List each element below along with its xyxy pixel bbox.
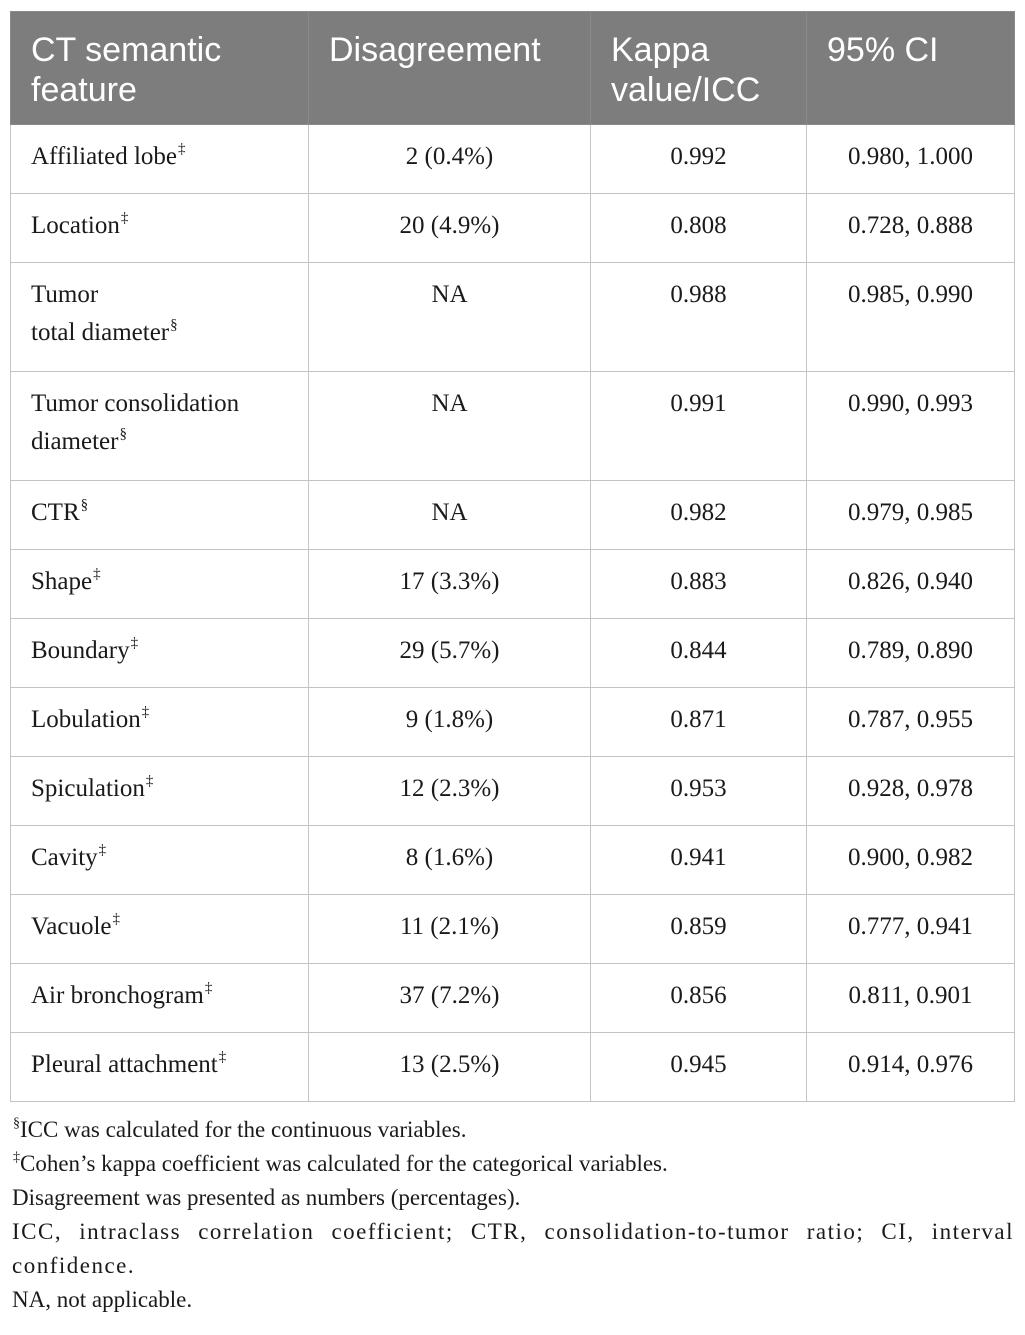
feature-cell xyxy=(11,125,309,194)
kappa-cell: 0.808 xyxy=(591,194,807,263)
feature-cell xyxy=(11,826,309,895)
table-row xyxy=(11,481,1015,550)
footnote-marker: § xyxy=(13,1116,20,1131)
footnote-icc xyxy=(12,1113,1014,1147)
table-footnotes xyxy=(12,1113,1014,1317)
feature-label: Spiculation xyxy=(31,775,145,802)
feature-label: Air bronchogram xyxy=(31,982,204,1009)
footnote-text: ICC was calculated for the continuous variables. xyxy=(20,1117,467,1142)
table-row xyxy=(11,1033,1015,1102)
feature-label: diameter xyxy=(31,428,119,455)
feature-cell xyxy=(11,263,309,372)
feature-label: Lobulation xyxy=(31,706,141,733)
ci-cell: 0.789, 0.890 xyxy=(807,619,1015,688)
disagreement-cell: 9 (1.8%) xyxy=(309,688,591,757)
kappa-cell: 0.991 xyxy=(591,372,807,481)
table-row xyxy=(11,550,1015,619)
kappa-cell: 0.992 xyxy=(591,125,807,194)
reliability-table xyxy=(10,11,1015,1102)
footnote-marker: § xyxy=(170,317,178,333)
feature-label: total diameter xyxy=(31,319,170,346)
footnote-na: NA, not applicable. xyxy=(12,1287,193,1312)
ci-cell: 0.811, 0.901 xyxy=(807,964,1015,1033)
feature-label: Boundary xyxy=(31,637,130,664)
footnote-marker: ‡ xyxy=(130,635,139,651)
disagreement-cell: NA xyxy=(309,372,591,481)
ci-cell: 0.787, 0.955 xyxy=(807,688,1015,757)
feature-label: Cavity xyxy=(31,844,98,871)
header-disagreement: Disagreement xyxy=(309,12,591,125)
ci-cell: 0.900, 0.982 xyxy=(807,826,1015,895)
disagreement-cell: 2 (0.4%) xyxy=(309,125,591,194)
header-feature: CT semantic feature xyxy=(11,12,309,125)
header-row xyxy=(11,12,1015,125)
feature-cell xyxy=(11,1033,309,1102)
ci-cell: 0.980, 1.000 xyxy=(807,125,1015,194)
disagreement-cell: 13 (2.5%) xyxy=(309,1033,591,1102)
ci-cell: 0.990, 0.993 xyxy=(807,372,1015,481)
header-ci: 95% CI xyxy=(807,12,1015,125)
disagreement-cell: 20 (4.9%) xyxy=(309,194,591,263)
disagreement-cell: 12 (2.3%) xyxy=(309,757,591,826)
feature-cell xyxy=(11,481,309,550)
disagreement-cell: 29 (5.7%) xyxy=(309,619,591,688)
kappa-cell: 0.883 xyxy=(591,550,807,619)
footnote-marker: ‡ xyxy=(178,141,186,157)
footnote-marker: § xyxy=(119,426,127,442)
kappa-cell: 0.941 xyxy=(591,826,807,895)
ci-cell: 0.777, 0.941 xyxy=(807,895,1015,964)
footnote-marker: ‡ xyxy=(218,1049,227,1065)
kappa-cell: 0.871 xyxy=(591,688,807,757)
footnote-abbreviations: ICC, intraclass correlation coefficient; CTR, consolidation-to-tumor ratio; CI, interval confidence. xyxy=(12,1219,1014,1278)
feature-label: Pleural attachment xyxy=(31,1051,218,1078)
kappa-cell: 0.953 xyxy=(591,757,807,826)
table-row xyxy=(11,757,1015,826)
kappa-cell: 0.988 xyxy=(591,263,807,372)
footnote-text: Cohen’s kappa coefficient was calculated for the categorical variables. xyxy=(20,1151,668,1176)
feature-label: Shape xyxy=(31,568,93,595)
feature-label: Affiliated lobe xyxy=(31,143,178,170)
feature-cell xyxy=(11,372,309,481)
disagreement-cell: 8 (1.6%) xyxy=(309,826,591,895)
table-row xyxy=(11,964,1015,1033)
feature-label: Location xyxy=(31,212,120,239)
footnote-marker: ‡ xyxy=(145,773,154,789)
ci-cell: 0.985, 0.990 xyxy=(807,263,1015,372)
footnote-marker: ‡ xyxy=(120,210,129,226)
kappa-cell: 0.856 xyxy=(591,964,807,1033)
table-row xyxy=(11,263,1015,372)
table-row xyxy=(11,826,1015,895)
feature-label: Vacuole xyxy=(31,913,112,940)
footnote-marker: § xyxy=(80,497,89,513)
table-row xyxy=(11,372,1015,481)
disagreement-cell: NA xyxy=(309,263,591,372)
feature-label: CTR xyxy=(31,499,80,526)
feature-cell xyxy=(11,964,309,1033)
footnote-marker: ‡ xyxy=(93,566,101,582)
header-kappa: Kappa value/ICC xyxy=(591,12,807,125)
disagreement-cell: 17 (3.3%) xyxy=(309,550,591,619)
table-row xyxy=(11,194,1015,263)
kappa-cell: 0.859 xyxy=(591,895,807,964)
feature-cell xyxy=(11,895,309,964)
disagreement-cell: 37 (7.2%) xyxy=(309,964,591,1033)
footnote-marker: ‡ xyxy=(204,980,213,996)
footnote-marker: ‡ xyxy=(112,911,121,927)
table-container xyxy=(10,11,1014,1102)
footnote-marker: ‡ xyxy=(13,1150,20,1165)
disagreement-cell: NA xyxy=(309,481,591,550)
table-row xyxy=(11,125,1015,194)
disagreement-cell: 11 (2.1%) xyxy=(309,895,591,964)
feature-label-line1: Tumor consolidation xyxy=(31,390,240,417)
kappa-cell: 0.945 xyxy=(591,1033,807,1102)
table-row xyxy=(11,619,1015,688)
feature-cell xyxy=(11,194,309,263)
kappa-cell: 0.982 xyxy=(591,481,807,550)
table-row xyxy=(11,688,1015,757)
footnote-kappa xyxy=(12,1147,1014,1181)
ci-cell: 0.826, 0.940 xyxy=(807,550,1015,619)
ci-cell: 0.728, 0.888 xyxy=(807,194,1015,263)
ci-cell: 0.979, 0.985 xyxy=(807,481,1015,550)
table-row xyxy=(11,895,1015,964)
feature-cell xyxy=(11,757,309,826)
ci-cell: 0.928, 0.978 xyxy=(807,757,1015,826)
ci-cell: 0.914, 0.976 xyxy=(807,1033,1015,1102)
footnote-marker: ‡ xyxy=(98,842,107,858)
feature-cell xyxy=(11,688,309,757)
feature-cell xyxy=(11,619,309,688)
footnote-marker: ‡ xyxy=(141,704,150,720)
footnote-disagreement: Disagreement was presented as numbers (percentages). xyxy=(12,1185,521,1210)
kappa-cell: 0.844 xyxy=(591,619,807,688)
feature-cell xyxy=(11,550,309,619)
feature-label-line1: Tumor xyxy=(31,281,99,308)
